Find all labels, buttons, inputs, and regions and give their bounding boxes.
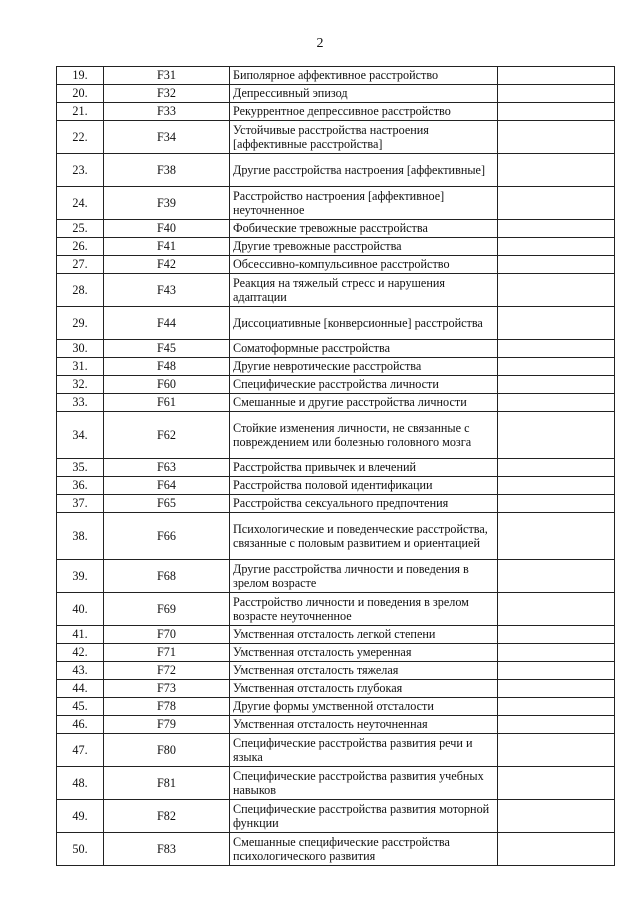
diagnosis-name: Другие невротические расстройства xyxy=(230,358,498,376)
diagnosis-code: F62 xyxy=(104,412,230,459)
table-row xyxy=(57,833,615,866)
diagnosis-code: F41 xyxy=(104,238,230,256)
diagnosis-code: F69 xyxy=(104,593,230,626)
row-number: 30. xyxy=(57,340,104,358)
table-row xyxy=(57,477,615,495)
diagnosis-name: Депрессивный эпизод xyxy=(230,85,498,103)
diagnosis-code: F43 xyxy=(104,274,230,307)
empty-cell xyxy=(498,256,615,274)
empty-cell xyxy=(498,187,615,220)
table-row xyxy=(57,67,615,85)
table-row xyxy=(57,220,615,238)
table-row xyxy=(57,340,615,358)
diagnosis-code: F71 xyxy=(104,644,230,662)
row-number: 25. xyxy=(57,220,104,238)
empty-cell xyxy=(498,220,615,238)
diagnosis-table-body xyxy=(57,67,615,866)
table-row xyxy=(57,513,615,560)
diagnosis-name: Умственная отсталость умеренная xyxy=(230,644,498,662)
row-number: 34. xyxy=(57,412,104,459)
empty-cell xyxy=(498,394,615,412)
table-row xyxy=(57,626,615,644)
diagnosis-code: F48 xyxy=(104,358,230,376)
empty-cell xyxy=(498,680,615,698)
table-row xyxy=(57,274,615,307)
diagnosis-code: F32 xyxy=(104,85,230,103)
row-number: 24. xyxy=(57,187,104,220)
empty-cell xyxy=(498,121,615,154)
diagnosis-name: Другие расстройства личности и поведения в зрелом возрасте xyxy=(230,560,498,593)
table-row xyxy=(57,734,615,767)
diagnosis-code: F73 xyxy=(104,680,230,698)
table-row xyxy=(57,412,615,459)
diagnosis-name: Расстройства сексуального предпочтения xyxy=(230,495,498,513)
diagnosis-code: F83 xyxy=(104,833,230,866)
row-number: 45. xyxy=(57,698,104,716)
diagnosis-name: Реакция на тяжелый стресс и нарушения адаптации xyxy=(230,274,498,307)
diagnosis-name: Специфические расстройства развития моторной функции xyxy=(230,800,498,833)
empty-cell xyxy=(498,274,615,307)
diagnosis-name: Смешанные специфические расстройства психологического развития xyxy=(230,833,498,866)
row-number: 48. xyxy=(57,767,104,800)
diagnosis-name: Фобические тревожные расстройства xyxy=(230,220,498,238)
row-number: 38. xyxy=(57,513,104,560)
table-row xyxy=(57,767,615,800)
table-row xyxy=(57,238,615,256)
diagnosis-name: Умственная отсталость глубокая xyxy=(230,680,498,698)
empty-cell xyxy=(498,358,615,376)
diagnosis-code: F70 xyxy=(104,626,230,644)
row-number: 32. xyxy=(57,376,104,394)
diagnosis-code: F31 xyxy=(104,67,230,85)
row-number: 37. xyxy=(57,495,104,513)
page-number: 2 xyxy=(316,36,324,51)
row-number: 20. xyxy=(57,85,104,103)
empty-cell xyxy=(498,67,615,85)
diagnosis-name: Расстройство личности и поведения в зрелом возрасте неуточненное xyxy=(230,593,498,626)
diagnosis-name: Стойкие изменения личности, не связанные с повреждением или болезнью головного мозга xyxy=(230,412,498,459)
row-number: 22. xyxy=(57,121,104,154)
table-row xyxy=(57,85,615,103)
row-number: 49. xyxy=(57,800,104,833)
diagnosis-name: Умственная отсталость тяжелая xyxy=(230,662,498,680)
diagnosis-name: Специфические расстройства личности xyxy=(230,376,498,394)
diagnosis-name: Обсессивно-компульсивное расстройство xyxy=(230,256,498,274)
empty-cell xyxy=(498,593,615,626)
diagnosis-name: Психологические и поведенческие расстройства, связанные с половым развитием и ориентацией xyxy=(230,513,498,560)
diagnosis-name: Другие расстройства настроения [аффективные] xyxy=(230,154,498,187)
diagnosis-code: F34 xyxy=(104,121,230,154)
empty-cell xyxy=(498,734,615,767)
diagnosis-code: F66 xyxy=(104,513,230,560)
table-row xyxy=(57,698,615,716)
empty-cell xyxy=(498,340,615,358)
diagnosis-code: F33 xyxy=(104,103,230,121)
diagnosis-name: Биполярное аффективное расстройство xyxy=(230,67,498,85)
row-number: 35. xyxy=(57,459,104,477)
diagnosis-code: F65 xyxy=(104,495,230,513)
diagnosis-code: F60 xyxy=(104,376,230,394)
row-number: 21. xyxy=(57,103,104,121)
diagnosis-code: F40 xyxy=(104,220,230,238)
diagnosis-code: F63 xyxy=(104,459,230,477)
table-row xyxy=(57,680,615,698)
diagnosis-code: F38 xyxy=(104,154,230,187)
empty-cell xyxy=(498,307,615,340)
table-row xyxy=(57,307,615,340)
row-number: 33. xyxy=(57,394,104,412)
table-row xyxy=(57,187,615,220)
diagnosis-name: Устойчивые расстройства настроения [аффективные расстройства] xyxy=(230,121,498,154)
empty-cell xyxy=(498,85,615,103)
diagnosis-code: F44 xyxy=(104,307,230,340)
table-row xyxy=(57,644,615,662)
empty-cell xyxy=(498,412,615,459)
table-row xyxy=(57,662,615,680)
row-number: 29. xyxy=(57,307,104,340)
table-row xyxy=(57,560,615,593)
empty-cell xyxy=(498,626,615,644)
row-number: 19. xyxy=(57,67,104,85)
empty-cell xyxy=(498,495,615,513)
row-number: 41. xyxy=(57,626,104,644)
empty-cell xyxy=(498,800,615,833)
empty-cell xyxy=(498,103,615,121)
empty-cell xyxy=(498,459,615,477)
table-row xyxy=(57,716,615,734)
diagnosis-code: F80 xyxy=(104,734,230,767)
table-row xyxy=(57,394,615,412)
table-row xyxy=(57,103,615,121)
empty-cell xyxy=(498,477,615,495)
diagnosis-code: F64 xyxy=(104,477,230,495)
diagnosis-code: F82 xyxy=(104,800,230,833)
diagnosis-name: Умственная отсталость неуточненная xyxy=(230,716,498,734)
table-row xyxy=(57,459,615,477)
table-row xyxy=(57,495,615,513)
row-number: 31. xyxy=(57,358,104,376)
table-row xyxy=(57,358,615,376)
empty-cell xyxy=(498,513,615,560)
row-number: 23. xyxy=(57,154,104,187)
diagnosis-name: Умственная отсталость легкой степени xyxy=(230,626,498,644)
table-row xyxy=(57,593,615,626)
row-number: 47. xyxy=(57,734,104,767)
diagnosis-code: F79 xyxy=(104,716,230,734)
diagnosis-name: Расстройства половой идентификации xyxy=(230,477,498,495)
diagnosis-name: Соматоформные расстройства xyxy=(230,340,498,358)
empty-cell xyxy=(498,698,615,716)
row-number: 43. xyxy=(57,662,104,680)
empty-cell xyxy=(498,767,615,800)
row-number: 42. xyxy=(57,644,104,662)
diagnosis-name: Расстройства привычек и влечений xyxy=(230,459,498,477)
diagnosis-name: Специфические расстройства развития учебных навыков xyxy=(230,767,498,800)
diagnosis-name: Диссоциативные [конверсионные] расстройства xyxy=(230,307,498,340)
diagnosis-table xyxy=(56,66,615,866)
diagnosis-code: F39 xyxy=(104,187,230,220)
table-row xyxy=(57,256,615,274)
empty-cell xyxy=(498,154,615,187)
empty-cell xyxy=(498,662,615,680)
diagnosis-name: Другие тревожные расстройства xyxy=(230,238,498,256)
table-row xyxy=(57,376,615,394)
empty-cell xyxy=(498,238,615,256)
row-number: 44. xyxy=(57,680,104,698)
row-number: 26. xyxy=(57,238,104,256)
empty-cell xyxy=(498,833,615,866)
diagnosis-code: F42 xyxy=(104,256,230,274)
empty-cell xyxy=(498,560,615,593)
diagnosis-name: Расстройство настроения [аффективное] неуточненное xyxy=(230,187,498,220)
diagnosis-code: F45 xyxy=(104,340,230,358)
table-row xyxy=(57,800,615,833)
row-number: 40. xyxy=(57,593,104,626)
empty-cell xyxy=(498,644,615,662)
row-number: 36. xyxy=(57,477,104,495)
empty-cell xyxy=(498,716,615,734)
row-number: 50. xyxy=(57,833,104,866)
row-number: 27. xyxy=(57,256,104,274)
diagnosis-name: Рекуррентное депрессивное расстройство xyxy=(230,103,498,121)
diagnosis-name: Другие формы умственной отсталости xyxy=(230,698,498,716)
diagnosis-code: F61 xyxy=(104,394,230,412)
table-row xyxy=(57,121,615,154)
row-number: 46. xyxy=(57,716,104,734)
diagnosis-name: Смешанные и другие расстройства личности xyxy=(230,394,498,412)
table-row xyxy=(57,154,615,187)
diagnosis-code: F78 xyxy=(104,698,230,716)
diagnosis-code: F81 xyxy=(104,767,230,800)
empty-cell xyxy=(498,376,615,394)
diagnosis-name: Специфические расстройства развития речи и языка xyxy=(230,734,498,767)
diagnosis-code: F72 xyxy=(104,662,230,680)
row-number: 39. xyxy=(57,560,104,593)
diagnosis-code: F68 xyxy=(104,560,230,593)
row-number: 28. xyxy=(57,274,104,307)
